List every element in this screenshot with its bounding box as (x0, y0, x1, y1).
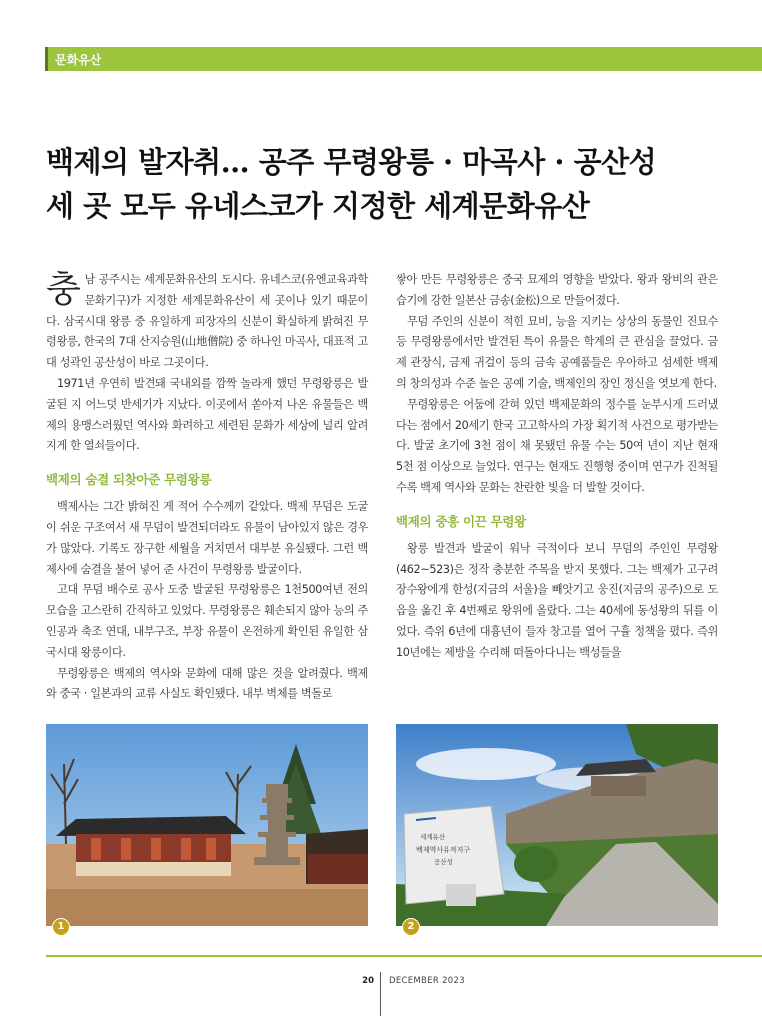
photo-badge-2: 2 (402, 918, 420, 936)
fortress-illustration (396, 724, 718, 926)
headline-line-1: 백제의 발자취… 공주 무령왕릉 · 마곡사 · 공산성 (46, 145, 657, 179)
footer-vertical-divider (380, 972, 381, 1016)
paragraph: 쌓아 만든 무령왕릉은 중국 묘제의 영향을 받았다. 왕과 왕비의 관은 습기에 강한 일본산 금송(金松)으로 만들어졌다. (396, 273, 718, 307)
section-label: 문화유산 (55, 53, 102, 67)
section-bar-accent (45, 47, 48, 71)
headline-line-2: 세 곳 모두 유네스코가 지정한 세계문화유산 (46, 189, 590, 223)
paragraph: 1971년 우연히 발견돼 국내외를 깜짝 놀라게 했던 무령왕릉은 발굴된 지 어느덧 반세기가 지났다. 이곳에서 쏟아져 나온 유물들은 백제의 용맹스러웠던 역사와 화려하고 세련된 문화가 세상에 널리 알려지게 한 열쇠들이다. (46, 376, 368, 453)
section-bar (45, 47, 762, 71)
page-number: 20 (362, 976, 374, 986)
sign-line-2: 백제역사유적지구 (416, 846, 471, 854)
paragraph: 무령왕릉은 어둠에 갇혀 있던 백제문화의 정수를 눈부시게 드러냈다는 점에서 20세기 한국 고고학사의 가장 획기적 사건으로 평가받는다. 발굴 초기에 3천 점이 채 못됐던 유물 수는 50여 년이 지난 현재 5천 점 이상으로 늘었다. 연구는 현재도 진행형 중이며 연구가 진척될수록 백제 역사와 문화는 찬란한 빛을 더 발할 것이다. (396, 397, 718, 494)
left-column (46, 270, 368, 705)
sign-line-3: 공산성 (434, 858, 453, 866)
paragraph: 무령왕릉은 백제의 역사와 문화에 대해 많은 것을 알려줬다. 백제와 중국 · 일본과의 교류 사실도 확인됐다. 내부 벽체를 벽돌로 (46, 666, 368, 701)
sign-line-1: 세계유산 (420, 833, 446, 841)
photo-temple (46, 724, 368, 926)
intro-text: 남 공주시는 세계문화유산의 도시다. 유네스코(유엔교육과학문화기구)가 지정한 세계문화유산이 세 곳이나 있기 때문이다. 삼국시대 왕릉 중 유일하게 피장자의 신분이 확실하게 밝혀진 무령왕릉, 한국의 7대 산지승원(山地僧院) 중 하나인 마곡사, 대표적 고대 성곽인 공산성이 바로 그곳이다. (46, 273, 368, 370)
photo-fortress (396, 724, 718, 926)
paragraph: 왕릉 발견과 발굴이 워낙 극적이다 보니 무덤의 주인인 무령왕(462~523)은 정작 충분한 주목을 받지 못했다. 그는 백제가 고구려 장수왕에게 한성(지금의 서울)을 빼앗기고 웅진(지금의 공주)으로 도읍을 옮긴 후 4번째로 왕위에 올랐다. 그는 40세에 동성왕의 뒤를 이었다. 즉위 6년에 대흉년이 들자 창고를 열어 구휼 정책을 폈다. 즉위 10년에는 제방을 수리해 떠돌아다니는 백성들을 (396, 541, 718, 659)
subheading: 백제의 숨결 되찾아준 무령왕릉 (46, 472, 212, 488)
intro-paragraph (46, 270, 368, 374)
photo-badge-1: 1 (52, 918, 70, 936)
headline (46, 140, 726, 228)
paragraph: 고대 무덤 배수로 공사 도중 발굴된 무령왕릉은 1천500여년 전의 모습을 고스란히 간직하고 있었다. 무령왕릉은 훼손되지 않아 능의 주인공과 축조 연대, 내부구조, 부장 유물이 온전하게 확인된 유일한 삼국시대 왕릉이다. (46, 583, 368, 659)
footer-divider-line (46, 955, 762, 957)
dropcap: 충 (46, 269, 81, 310)
issue-date: DECEMBER 2023 (389, 976, 465, 986)
subheading: 백제의 중흥 이끈 무령왕 (396, 513, 526, 529)
paragraph: 백제사는 그간 밝혀진 게 적어 수수께끼 같았다. 백제 무덤은 도굴이 쉬운 구조여서 새 무덤이 발견되더라도 유물이 남아있지 않은 경우가 많았다. 기록도 장구한 세월을 거치면서 대부분 유실됐다. 그런 백제사에 숨결을 불어 넣어 준 사건이 무령왕릉 발굴이다. (46, 500, 368, 576)
paragraph: 무덤 주인의 신분이 적힌 묘비, 능을 지키는 상상의 동물인 진묘수 등 무령왕릉에서만 발견된 특이 유물은 학계의 큰 관심을 끌었다. 금제 관장식, 금제 귀걸이 등의 금속 공예품들은 우아하고 섬세한 백제의 창의성과 수준 높은 공예 기술, 백제인의 장인 정신을 엿보게 한다. (396, 314, 718, 390)
right-column (396, 270, 718, 664)
temple-illustration (46, 724, 368, 926)
